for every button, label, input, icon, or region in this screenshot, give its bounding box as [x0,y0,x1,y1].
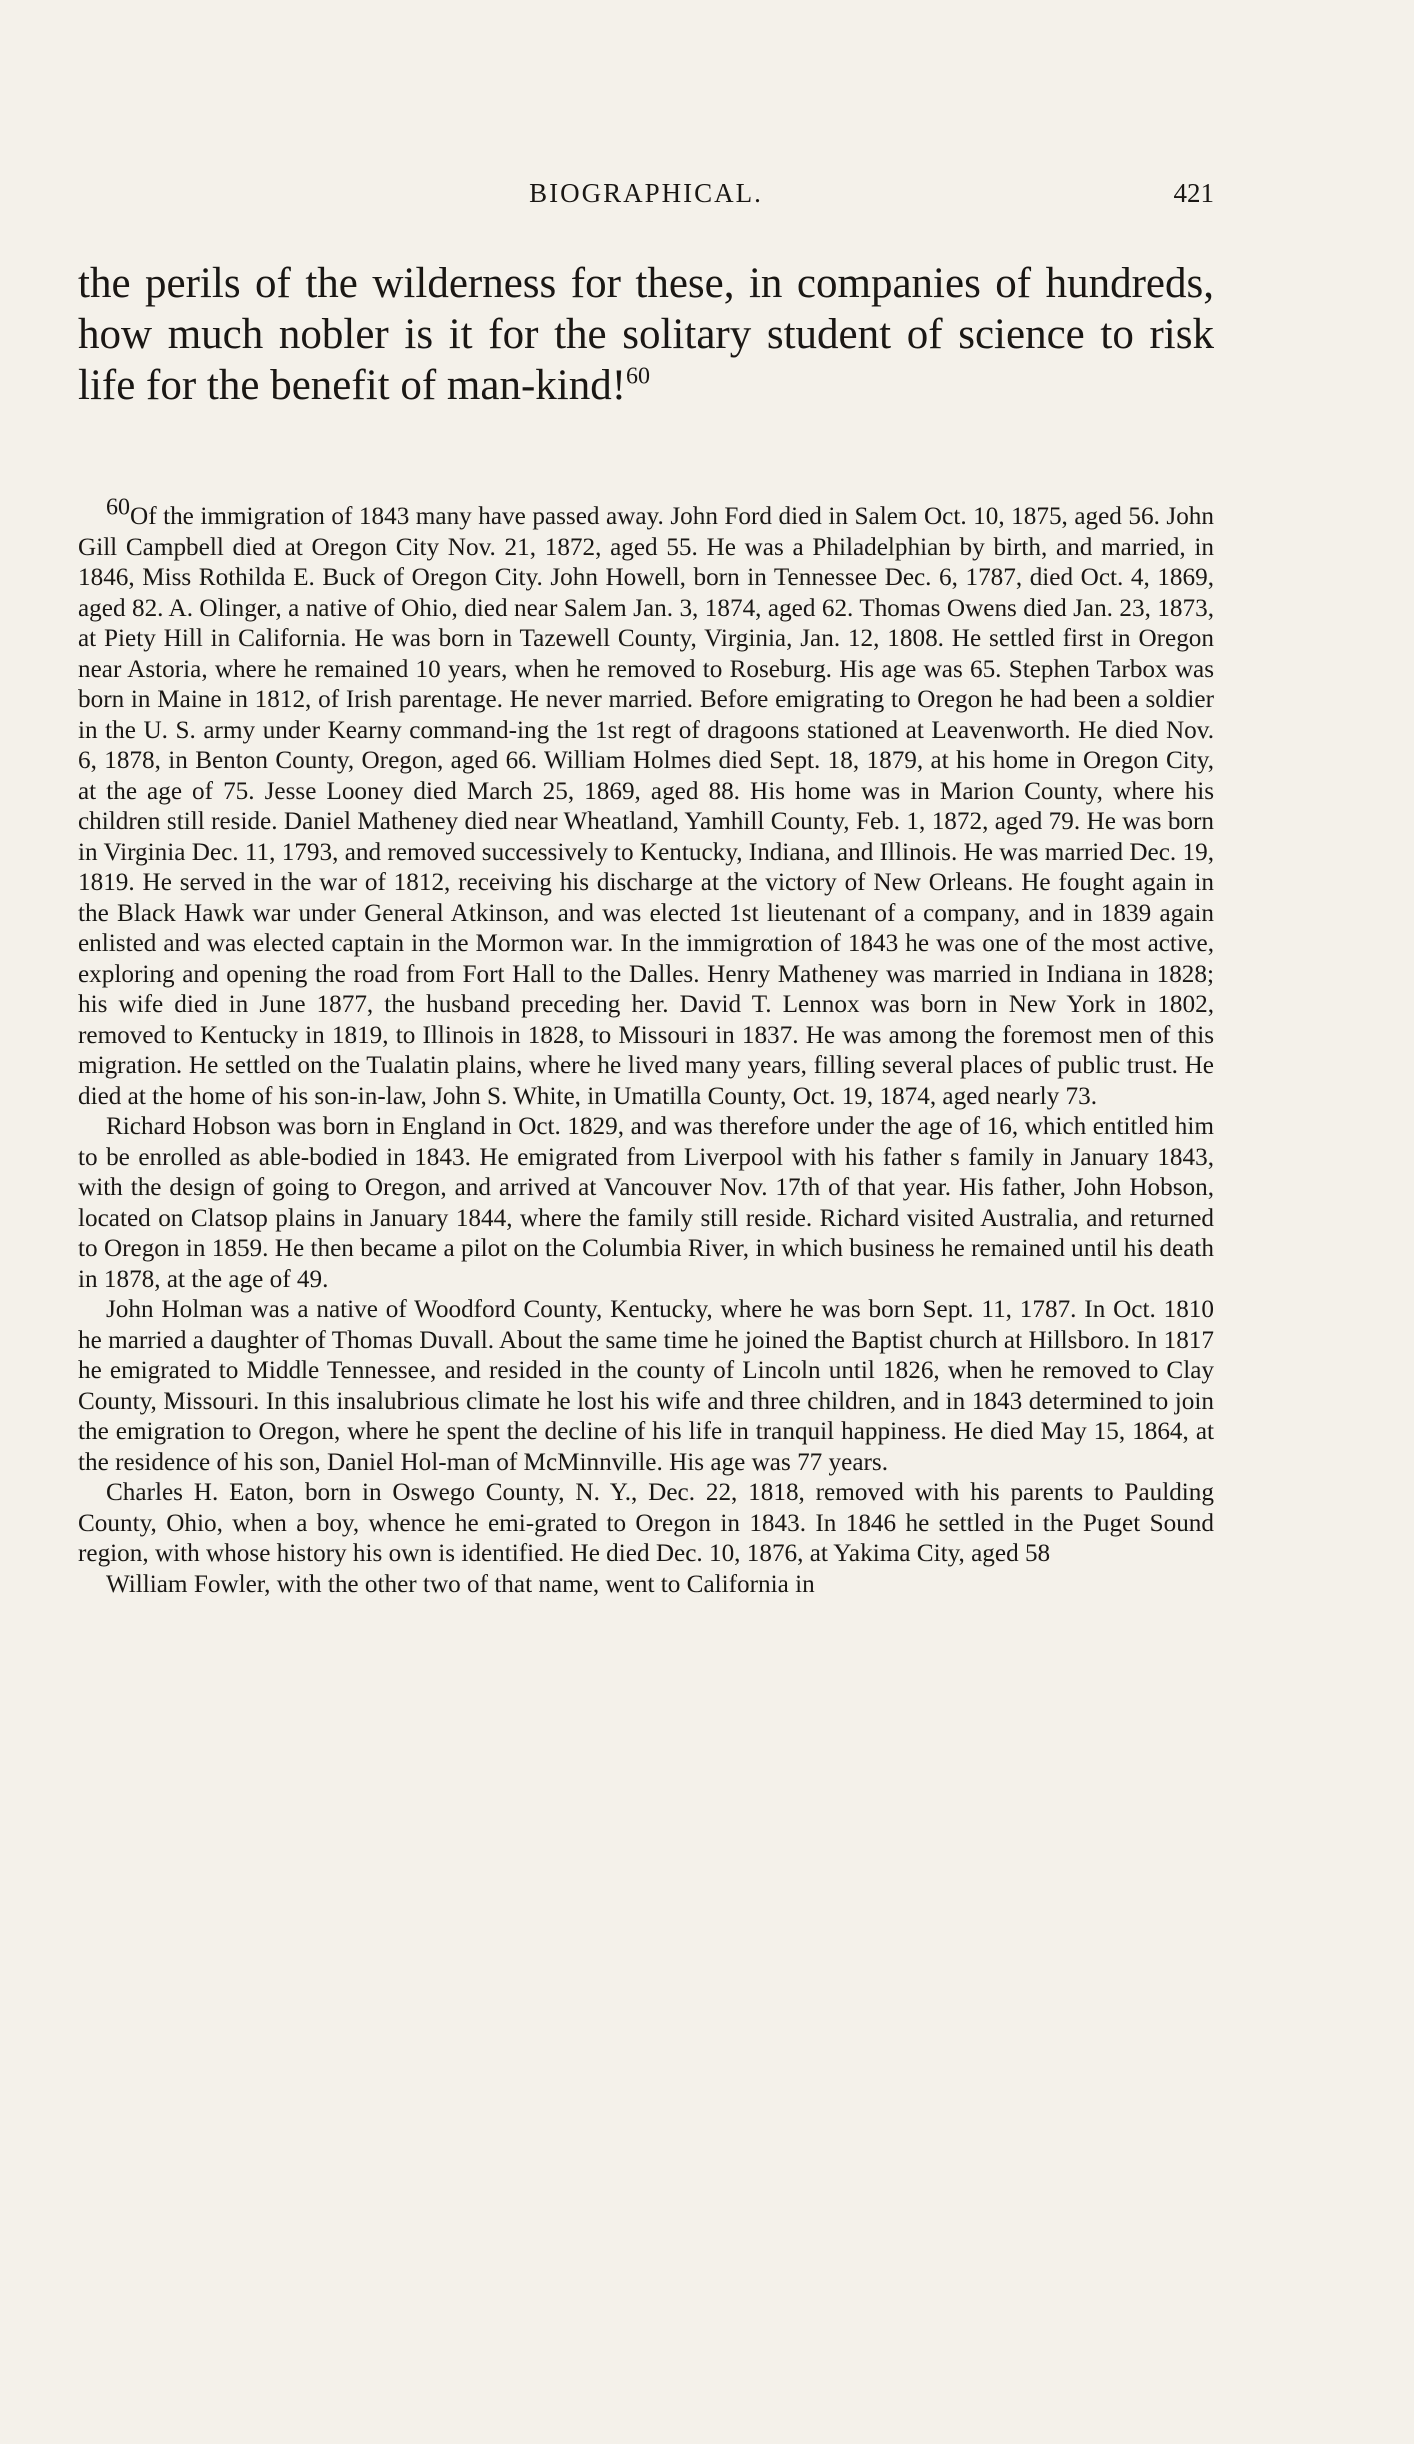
footnote-paragraph: 60Of the immigration of 1843 many have passed away. John Ford died in Salem Oct. 10, 1875, aged 56. John Gill Campbell died at Oregon City Nov. 21, 1872, aged 55. He was a Philadelphian by birth, and married, in 1846, Miss Rothilda E. Buck of Oregon City. John Howell, born in Tennessee Dec. 6, 1787, died Oct. 4, 1869, aged 82. A. Olinger, a native of Ohio, died near Salem Jan. 3, 1874, aged 62. Thomas Owens died Jan. 23, 1873, at Piety Hill in California. He was born in Tazewell County, Virginia, Jan. 12, 1808. He settled first in Oregon near Astoria, where he remained 10 years, when he removed to Roseburg. His age was 65. Stephen Tarbox was born in Maine in 1812, of Irish parentage. He never married. Before emigrating to Oregon he had been a soldier in the U. S. army under Kearny command-ing the 1st regt of dragoons stationed at Leavenworth. He died Nov. 6, 1878, in Benton County, Oregon, aged 66. William Holmes died Sept. 18, 1879, at his home in Oregon City, at the age of 75. Jesse Looney died March 25, 1869, aged 88. His home was in Marion County, where his children still reside. Daniel Matheney died near Wheatland, Yamhill County, Feb. 1, 1872, aged 79. He was born in Virginia Dec. 11, 1793, and removed successively to Kentucky, Indiana, and Illinois. He was married Dec. 19, 1819. He served in the war of 1812, receiving his discharge at the victory of New Orleans. He fought again in the Black Hawk war under General Atkinson, and was elected 1st lieutenant of a company, and in 1839 again enlisted and was elected captain in the Mormon war. In the immigrαtion of 1843 he was one of the most active, exploring and opening the road from Fort Hall to the Dalles. Henry Matheney was married in Indiana in 1828; his wife died in June 1877, the husband preceding her. David T. Lennox was born in New York in 1802, removed to Kentucky in 1819, to Illinois in 1828, to Missouri in 1837. He was among the foremost men of this migration. He settled on the Tualatin plains, where he lived many years, filling several places of public trust. He died at the home of his son-in-law, John S. White, in Umatilla County, Oct. 19, 1874, aged nearly 73. [78,494,1214,1110]
main-paragraph: the perils of the wilderness for these, in companies of hundreds, how much nobler is it for the solitary student of science to risk life for the benefit of man-kind! [78,260,1214,409]
page-number: 421 [1173,178,1214,208]
running-title: BIOGRAPHICAL. [529,178,763,208]
footnote-reference: 60 [626,363,651,390]
footnote-paragraph: John Holman was a native of Woodford County, Kentucky, where he was born Sept. 11, 1787. In Oct. 1810 he married a daughter of Thomas Duvall. About the same time he joined the Baptist church at Hillsboro. In 1817 he emigrated to Middle Tennessee, and resided in the county of Lincoln until 1826, when he removed to Clay County, Missouri. In this insalubrious climate he lost his wife and three children, and in 1843 determined to join the emigration to Oregon, where he spent the decline of his life in tranquil happiness. He died May 15, 1864, at the residence of his son, Daniel Hol-man of McMinnville. His age was 77 years. [78,1296,1214,1476]
footnote-marker: 60 [106,494,130,521]
footnote-paragraph: William Fowler, with the other two of that name, went to California in [106,1570,815,1598]
running-head [78,178,1214,218]
footnote-paragraph: Richard Hobson was born in England in Oct. 1829, and was therefore under the age of 16, which entitled him to be enrolled as able-bodied in 1843. He emigrated from Liverpool with his father s family in January 1843, with the design of going to Oregon, and arrived at Vancouver Nov. 17th of that year. His father, John Hobson, located on Clatsop plains in January 1844, where the family still reside. Richard visited Australia, and returned to Oregon in 1859. He then became a pilot on the Columbia River, in which business he remained until his death in 1878, at the age of 49. [78,1113,1214,1293]
footnote-paragraph: Charles H. Eaton, born in Oswego County, N. Y., Dec. 22, 1818, removed with his parents to Paulding County, Ohio, when a boy, whence he emi-grated to Oregon in 1843. In 1846 he settled in the Puget Sound region, with whose history his own is identified. He died Dec. 10, 1876, at Yakima City, aged 58 [78,1479,1214,1567]
footnote-block [78,494,1214,1600]
main-text [78,258,1214,411]
